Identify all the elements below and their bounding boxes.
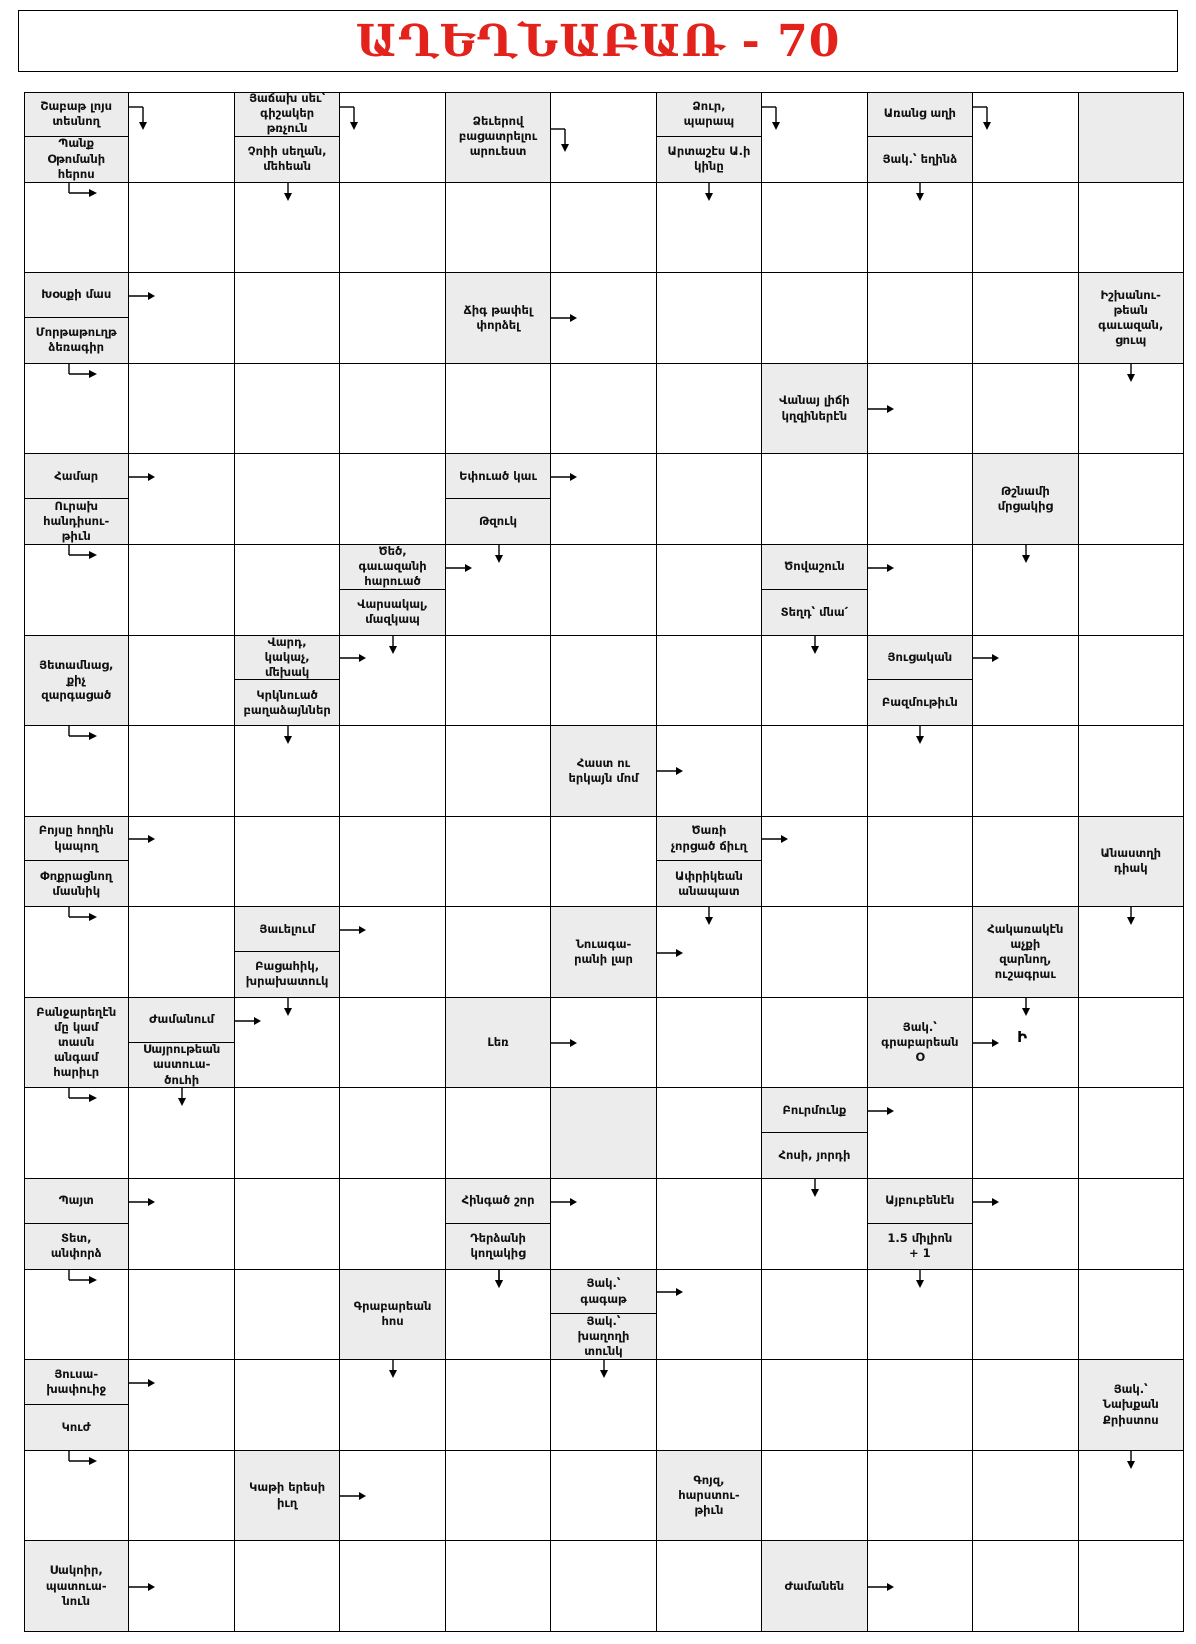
clue-cell [551,1270,656,1361]
answer-cell[interactable] [657,364,762,455]
answer-cell[interactable] [973,183,1078,274]
clue-text: Գրաբարեան հոս [353,1299,432,1329]
answer-cell[interactable] [762,817,867,908]
answer-cell[interactable] [446,1360,551,1451]
answer-cell[interactable] [446,1541,551,1632]
answer-cell[interactable] [1079,183,1184,274]
clue-cell [762,1088,867,1179]
answer-cell[interactable] [657,545,762,636]
clue-text-top: Յաւելում [235,907,339,952]
answer-cell[interactable] [868,454,973,545]
answer-cell[interactable] [551,998,656,1089]
answer-cell[interactable] [1079,636,1184,727]
clue-text-bottom: Տետ, անփորձ [50,1231,102,1261]
answer-cell[interactable] [129,545,234,636]
answer-cell[interactable] [1079,907,1184,998]
clue-cell [551,726,656,817]
answer-cell[interactable] [340,907,445,998]
clue-text: Լեռ [487,1035,509,1050]
clue-text: Ժամանեն [784,1578,845,1593]
clue-text-top: Շաբաթ լոյս տեսնող [24,92,128,137]
answer-cell[interactable] [129,636,234,727]
answer-cell[interactable] [973,1451,1078,1542]
answer-cell[interactable] [340,273,445,364]
answer-cell[interactable] [973,1541,1078,1632]
clue-text-bottom: Դերձանի կողակից [470,1231,526,1261]
answer-cell[interactable] [973,726,1078,817]
answer-cell[interactable] [762,636,867,727]
clue-text-bottom: Կուժ [61,1419,91,1434]
clue-text: Հակառակէն աչքի զարնող, ուշագրաւ [987,921,1064,982]
puzzle-title-box [18,10,1178,72]
clue-cell [868,92,973,183]
clue-text-top: Այբուբենէն [868,1179,972,1224]
clue-cell [446,92,551,183]
clue-text: Թշնամի մրցակից [997,483,1053,514]
answer-cell[interactable] [340,1088,445,1179]
clue-text [551,1088,655,1178]
clue-cell [24,636,129,727]
answer-cell[interactable] [340,817,445,908]
clue-text: Բանջարեղէն մը կամ տասն անգամ հարիւր [36,1004,117,1080]
answer-cell[interactable] [762,1451,867,1542]
answer-cell[interactable] [1079,998,1184,1089]
clue-text-top: Վարդ, կակաչ, մեխակ [235,636,339,681]
clue-text-top: Ժամանում [129,998,233,1043]
answer-cell[interactable] [1079,1179,1184,1270]
clue-text-top: Համար [24,454,128,499]
answer-cell[interactable] [657,454,762,545]
clue-text: Վանայ լիճի կղզիներէն [779,393,850,423]
clue-cell [129,998,234,1089]
answer-cell[interactable] [235,183,340,274]
answer-cell[interactable] [762,998,867,1089]
answer-cell[interactable] [973,1179,1078,1270]
clue-text-bottom: Հոսի, յորդի [778,1148,851,1163]
clue-text-bottom: Մորթաթուղթ ձեռագիր [35,325,117,355]
clue-cell [24,454,129,545]
clue-cell [446,998,551,1089]
clue-text: Յակ.՝ գրաբարեան Օ [881,1019,959,1065]
clue-text-bottom: Թզուկ [479,513,518,528]
answer-cell[interactable] [24,364,129,455]
answer-cell[interactable] [446,907,551,998]
answer-cell[interactable] [340,636,445,727]
clue-text-bottom: Յակ.՝ խաղողի տունկ [577,1314,630,1359]
clue-cell [762,364,867,455]
answer-cell[interactable] [868,1360,973,1451]
clue-cell [868,636,973,727]
answer-cell[interactable] [868,364,973,455]
answer-cell[interactable] [340,364,445,455]
answer-cell[interactable] [973,364,1078,455]
answer-cell[interactable] [235,454,340,545]
answer-cell[interactable] [762,454,867,545]
answer-cell[interactable] [235,545,340,636]
prefilled-letter: Ի [1017,1027,1028,1046]
answer-cell[interactable] [868,1088,973,1179]
clue-text-top: Առանց աղի [868,92,972,137]
answer-cell[interactable] [340,1451,445,1542]
answer-cell[interactable] [868,1270,973,1361]
clue-text-top: Յակ.՝ գագաթ [551,1270,655,1315]
clue-cell [24,273,129,364]
clue-cell [868,1179,973,1270]
answer-cell[interactable] [657,726,762,817]
answer-cell[interactable] [973,273,1078,364]
answer-cell[interactable] [340,1360,445,1451]
answer-cell[interactable] [129,454,234,545]
clue-text-top: Յուսա- խափուիջ [24,1360,128,1405]
clue-cell [551,907,656,998]
answer-cell[interactable] [657,273,762,364]
answer-cell[interactable] [235,726,340,817]
answer-cell[interactable] [235,1179,340,1270]
clue-text: Գոյզ, հարստու- թիւն [678,1472,740,1518]
clue-cell [235,1451,340,1542]
answer-cell[interactable] [657,1270,762,1361]
answer-cell[interactable] [868,817,973,908]
answer-cell[interactable] [657,183,762,274]
clue-text-bottom: 1.5 միլիոն + 1 [887,1231,953,1261]
answer-cell[interactable] [129,364,234,455]
answer-cell[interactable] [1079,364,1184,455]
answer-cell[interactable] [973,92,1078,183]
answer-cell[interactable] [446,1451,551,1542]
clue-cell [446,454,551,545]
clue-text-top: Բուրմունք [762,1088,866,1133]
clue-text-top: Եփուած կաւ [446,454,550,499]
answer-cell[interactable] [129,273,234,364]
clue-cell [446,273,551,364]
answer-cell[interactable] [657,907,762,998]
answer-cell[interactable] [235,1088,340,1179]
clue-text: Սակոիր, պատուա- նուն [45,1563,107,1608]
clue-cell [24,998,129,1089]
clue-cell [762,545,867,636]
answer-cell[interactable] [24,1088,129,1179]
clue-text-top: Յուցական [868,636,972,681]
clue-cell [868,998,973,1089]
answer-cell[interactable] [235,998,340,1089]
answer-cell[interactable] [129,92,234,183]
answer-cell[interactable] [868,1451,973,1542]
clue-cell [446,1179,551,1270]
clue-cell [973,454,1078,545]
answer-cell[interactable] [762,1360,867,1451]
clue-cell [24,92,129,183]
clue-text: Անաստղի դիակ [1100,846,1161,876]
answer-cell[interactable] [657,1088,762,1179]
answer-cell[interactable] [551,364,656,455]
answer-cell[interactable] [1079,454,1184,545]
answer-cell[interactable] [1079,1270,1184,1361]
answer-cell[interactable] [340,1541,445,1632]
answer-cell[interactable] [1079,545,1184,636]
clue-cell [235,636,340,727]
clue-text-bottom: Չոիի սեղան, մեհեան [247,144,327,174]
clue-cell [1079,273,1184,364]
answer-cell[interactable] [446,1088,551,1179]
answer-cell[interactable] [446,183,551,274]
answer-cell[interactable] [340,1179,445,1270]
clue-cell [24,1541,129,1632]
clue-text-bottom: Ափրիկեան անապատ [675,868,743,898]
answer-cell[interactable] [868,183,973,274]
clue-cell [657,1451,762,1542]
answer-cell[interactable] [340,183,445,274]
clue-text-top: Բոյսը հողին կապող [24,817,128,862]
answer-cell[interactable] [657,1541,762,1632]
clue-text-bottom: Պանք Օթոմանի հերոս [47,136,106,181]
answer-cell[interactable] [129,1541,234,1632]
clue-cell [235,92,340,183]
answer-cell[interactable] [762,1179,867,1270]
clue-cell [657,817,762,908]
crossword-grid [24,92,1184,1632]
clue-text: Նուագա- րանի լար [574,936,633,967]
answer-cell[interactable] [446,364,551,455]
answer-cell[interactable] [129,1270,234,1361]
answer-cell[interactable] [235,1360,340,1451]
clue-cell [24,817,129,908]
answer-cell[interactable] [340,454,445,545]
answer-cell[interactable] [551,1360,656,1451]
answer-cell[interactable] [24,1270,129,1361]
clue-text-bottom: Յակ.՝ եղինձ [882,151,958,166]
answer-cell[interactable] [657,636,762,727]
answer-cell[interactable] [551,92,656,183]
clue-text: Իշխանու- թեան գաւազան, ցուպ [1098,287,1164,348]
clue-text-top: Պայտ [24,1179,128,1224]
answer-cell[interactable] [551,545,656,636]
answer-cell[interactable] [762,726,867,817]
clue-text: Ճիգ թափել փորձել [463,302,533,332]
answer-cell[interactable] [1079,1451,1184,1542]
answer-cell[interactable] [24,183,129,274]
answer-cell[interactable] [657,1360,762,1451]
clue-cell [551,1088,656,1179]
clue-cell [973,907,1078,998]
answer-cell[interactable] [973,1270,1078,1361]
clue-text-bottom: Տեղդ՝ մնա՛ [780,604,849,619]
answer-cell[interactable] [551,454,656,545]
clue-text-top: Խօսքի մաս [24,273,128,318]
answer-cell[interactable] [973,545,1078,636]
answer-cell[interactable] [762,92,867,183]
answer-cell[interactable] [551,1541,656,1632]
answer-cell[interactable] [551,817,656,908]
clue-cell [24,1179,129,1270]
answer-cell[interactable] [1079,1541,1184,1632]
answer-cell[interactable] [24,1451,129,1542]
clue-text-top: Հինգած շոր [446,1179,550,1224]
answer-cell[interactable] [868,273,973,364]
clue-text-bottom: Վարսակալ, մազկապ [357,596,428,627]
answer-cell[interactable] [340,92,445,183]
answer-cell[interactable] [235,1541,340,1632]
clue-cell [1079,92,1184,183]
answer-cell[interactable] [868,726,973,817]
answer-cell[interactable] [446,545,551,636]
clue-text [1079,92,1183,182]
answer-cell[interactable] [868,907,973,998]
answer-cell[interactable] [973,1360,1078,1451]
answer-cell[interactable] [551,636,656,727]
puzzle-title: ԱՂԵՂՆԱԲԱՌ - 70 [355,15,841,67]
clue-text: Հաստ ու երկայն մոմ [568,755,639,785]
clue-text-bottom: Բացահիկ, խրախատուկ [245,959,329,989]
answer-cell[interactable] [235,817,340,908]
clue-text-top: Ծեծ, գաւազանի հարուած [340,545,444,590]
answer-cell[interactable] [129,1360,234,1451]
answer-cell[interactable] [868,1541,973,1632]
answer-cell[interactable] [551,1451,656,1542]
answer-cell[interactable] [762,273,867,364]
answer-cell[interactable] [446,636,551,727]
clue-cell [657,92,762,183]
answer-cell[interactable] [235,273,340,364]
clue-text-bottom: Սայրութեան աստուա- ծուհի [143,1042,221,1087]
answer-cell[interactable] [1079,726,1184,817]
answer-cell[interactable] [446,817,551,908]
clue-text-top: Ծովաշուն [762,545,866,590]
clue-text-top: Յաճախ սեւ՝ գիշակեր թռչուն [235,92,339,137]
clue-cell [340,545,445,636]
answer-cell[interactable] [762,907,867,998]
answer-cell[interactable] [762,1270,867,1361]
answer-cell[interactable] [129,817,234,908]
answer-cell[interactable] [24,545,129,636]
clue-text-bottom: Բազմութիւն [881,695,958,710]
answer-cell[interactable] [551,273,656,364]
answer-cell[interactable] [446,1270,551,1361]
answer-cell[interactable] [762,183,867,274]
answer-cell[interactable] [973,817,1078,908]
clue-cell [762,1541,867,1632]
answer-cell[interactable] [868,545,973,636]
answer-cell[interactable] [129,1179,234,1270]
answer-cell[interactable] [340,998,445,1089]
answer-cell[interactable] [24,726,129,817]
answer-cell[interactable] [551,183,656,274]
answer-cell[interactable] [129,1088,234,1179]
answer-cell[interactable] [235,1270,340,1361]
clue-text-bottom: Փոքրացնող մասնիկ [40,868,113,898]
clue-text-top: Ծառի չորցած ճիւղ [657,817,761,862]
answer-cell[interactable] [235,364,340,455]
answer-cell[interactable] [551,1179,656,1270]
clue-cell [1079,1360,1184,1451]
answer-cell[interactable] [129,907,234,998]
clue-text-bottom: Ուրախ հանդիսու- թիւն [43,498,110,544]
clue-text: Յակ.՝ Նախքան Քրիստոս [1102,1382,1159,1427]
answer-cell[interactable] [340,726,445,817]
clue-cell [1079,817,1184,908]
answer-cell[interactable] [1079,1088,1184,1179]
clue-text: Յետամնաց, քիչ զարգացած [39,657,114,702]
clue-text-top: Ձուր, պարապ [657,92,761,137]
clue-text: Կաթի երեսի իւղ [249,1480,326,1510]
answer-cell[interactable] [24,907,129,998]
answer-cell[interactable] [657,1179,762,1270]
clue-text: Ձեւերով բացատրելու արուեստ [458,114,538,159]
clue-text-bottom: Արտաշէս Ա.ի կինը [667,144,751,174]
answer-cell[interactable] [657,998,762,1089]
clue-cell [24,1360,129,1451]
answer-cell[interactable] [446,726,551,817]
answer-cell[interactable] [129,1451,234,1542]
answer-cell[interactable] [129,183,234,274]
clue-text-bottom: Կրկնուած բաղաձայններ [243,687,331,717]
answer-cell[interactable] [973,636,1078,727]
answer-cell[interactable] [129,726,234,817]
clue-cell [340,1270,445,1361]
answer-cell[interactable] [973,1088,1078,1179]
clue-cell [235,907,340,998]
